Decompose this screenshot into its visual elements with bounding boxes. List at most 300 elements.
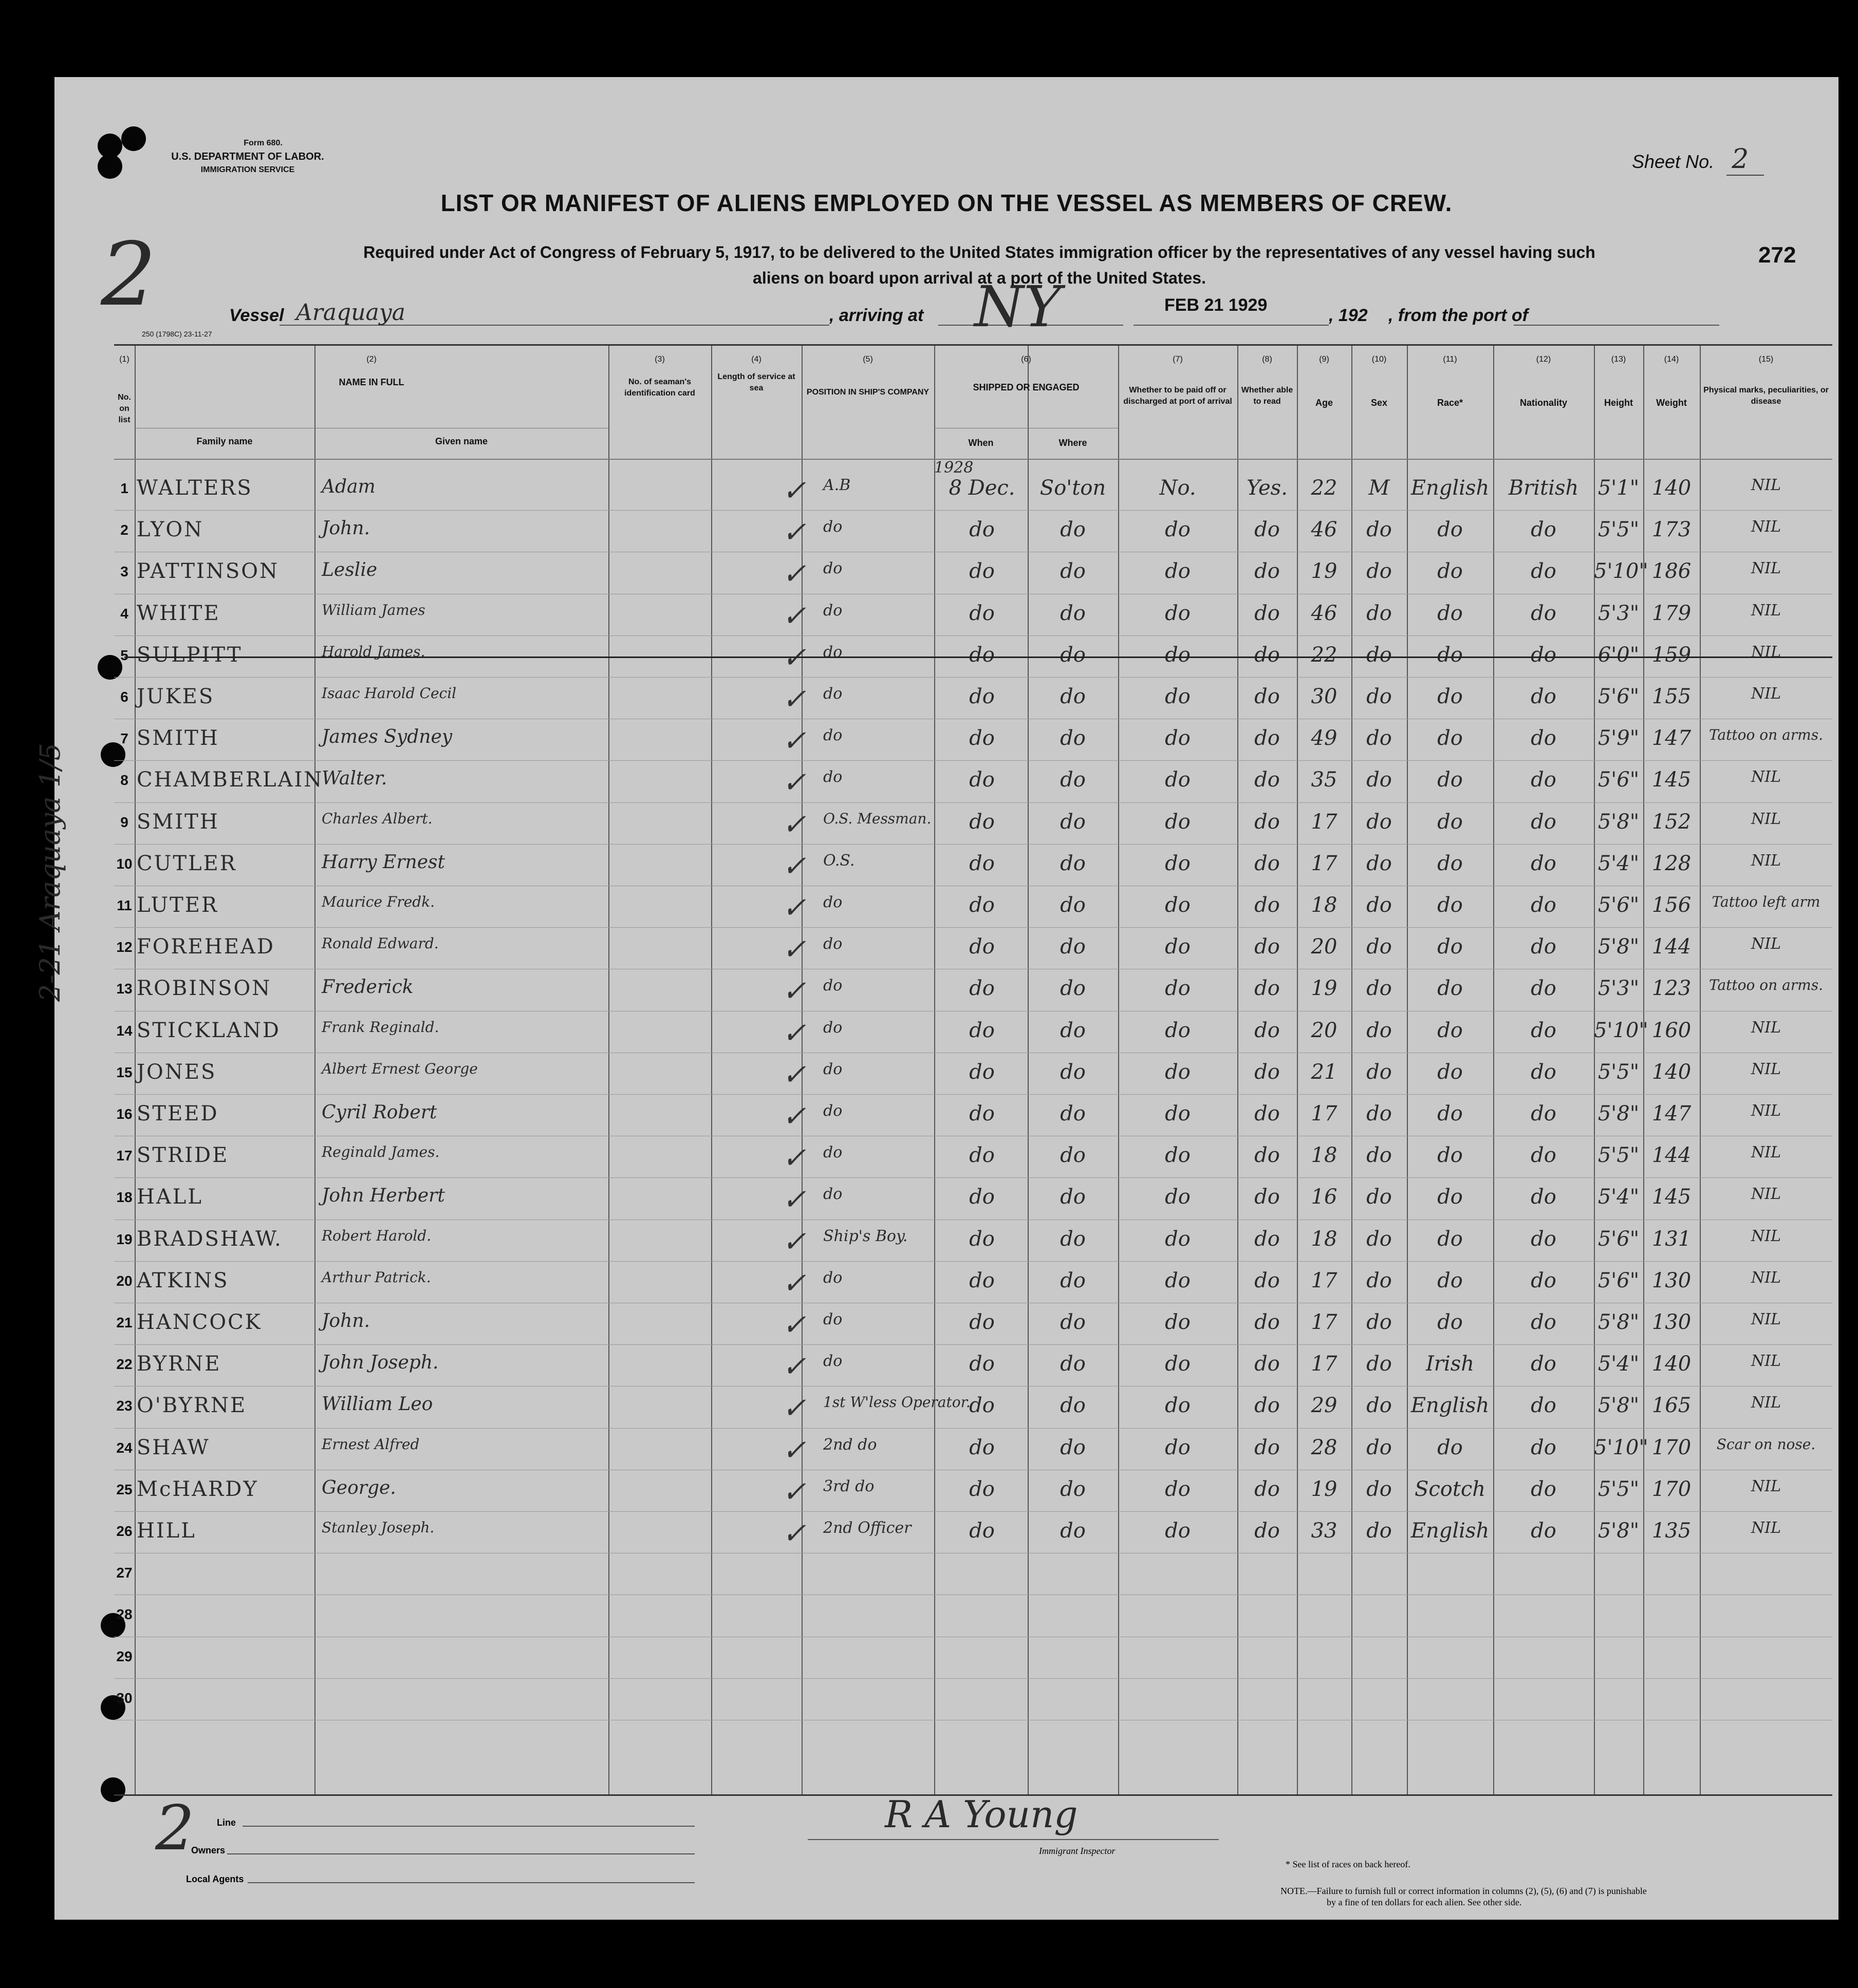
cell-age: 30 — [1311, 685, 1337, 708]
cell-height: 5'5" — [1597, 1477, 1640, 1501]
cell-physical-marks: NIL — [1751, 810, 1781, 828]
cell-weight: 131 — [1651, 1227, 1692, 1251]
cell-family-name: LYON — [137, 518, 204, 542]
check-mark-icon: ✓ — [782, 808, 806, 841]
check-mark-icon: ✓ — [782, 683, 806, 716]
check-mark-icon: ✓ — [782, 1517, 806, 1550]
cell-shipped-where: do — [1060, 1018, 1086, 1042]
cell-shipped-where: do — [1060, 1435, 1086, 1459]
header-age: Age — [1315, 398, 1333, 408]
cell-weight: 179 — [1651, 601, 1692, 625]
row-number: 15 — [116, 1064, 133, 1080]
row-number: 23 — [116, 1398, 133, 1414]
cell-shipped-where: do — [1060, 1310, 1086, 1334]
cell-able-to-read: do — [1254, 1143, 1280, 1168]
cell-nationality: do — [1531, 1394, 1556, 1418]
cell-race: do — [1437, 977, 1463, 1001]
cell-shipped-when: do — [969, 601, 995, 625]
cell-given-name: Reginald James. — [322, 1143, 440, 1161]
cell-given-name: Stanley Joseph. — [322, 1519, 435, 1536]
row-number: 24 — [116, 1439, 133, 1456]
cell-height: 5'10" — [1594, 1435, 1648, 1459]
check-mark-icon: ✓ — [782, 1308, 806, 1342]
column-number: (13) — [1611, 355, 1626, 364]
table-row — [114, 1220, 1832, 1262]
cell-physical-marks: NIL — [1751, 935, 1781, 953]
table-row — [114, 469, 1832, 511]
check-mark-icon: ✓ — [782, 1266, 806, 1300]
cell-weight: 123 — [1651, 977, 1692, 1001]
cell-paid-off: do — [1165, 601, 1191, 625]
table-row — [114, 1553, 1832, 1595]
cell-height: 5'3" — [1597, 977, 1640, 1001]
cell-shipped-where: do — [1060, 643, 1086, 667]
cell-sex: do — [1366, 810, 1392, 834]
cell-weight: 165 — [1651, 1394, 1692, 1418]
row-number: 16 — [116, 1106, 133, 1122]
cell-paid-off: do — [1165, 1060, 1191, 1084]
cell-able-to-read: do — [1254, 768, 1280, 792]
cell-given-name: William James — [322, 601, 425, 618]
cell-age: 20 — [1311, 935, 1337, 959]
cell-height: 5'8" — [1597, 810, 1640, 834]
cell-position: do — [823, 518, 843, 536]
header-given-name: Given name — [435, 436, 488, 446]
cell-nationality: do — [1531, 1310, 1556, 1334]
cell-shipped-when: do — [969, 1435, 995, 1459]
table-row — [114, 1262, 1832, 1303]
header-when: When — [968, 438, 994, 448]
cell-height: 5'8" — [1597, 1519, 1640, 1543]
row-number: 5 — [120, 647, 128, 663]
cell-given-name: William Leo — [322, 1394, 433, 1415]
cell-able-to-read: do — [1254, 851, 1280, 875]
cell-sex: do — [1366, 1477, 1392, 1501]
cell-physical-marks: NIL — [1751, 1018, 1781, 1037]
table-row — [114, 1637, 1832, 1679]
cell-paid-off: do — [1165, 768, 1191, 792]
cell-family-name: STRIDE — [137, 1143, 229, 1168]
cell-weight: 144 — [1651, 1143, 1692, 1168]
cell-given-name: Adam — [322, 476, 376, 497]
check-mark-icon: ✓ — [782, 1350, 806, 1384]
check-mark-icon: ✓ — [782, 1058, 806, 1092]
cell-position: do — [823, 1018, 843, 1037]
cell-weight: 144 — [1651, 935, 1692, 959]
cell-weight: 173 — [1651, 518, 1692, 542]
cell-given-name: George. — [322, 1477, 396, 1498]
cell-weight: 170 — [1651, 1477, 1692, 1501]
cell-family-name: SULPITT — [137, 643, 243, 667]
cell-nationality: do — [1531, 1519, 1556, 1543]
cell-weight: 170 — [1651, 1435, 1692, 1459]
header-weight: Weight — [1656, 398, 1687, 408]
cell-physical-marks: NIL — [1751, 685, 1781, 703]
header-sex: Sex — [1370, 398, 1388, 408]
cell-sex: do — [1366, 1268, 1392, 1292]
check-mark-icon: ✓ — [782, 1141, 806, 1175]
cell-position: do — [823, 601, 843, 620]
column-number: (4) — [751, 355, 761, 364]
cell-sex: do — [1366, 935, 1392, 959]
cell-family-name: SMITH — [137, 810, 219, 834]
cell-shipped-where: do — [1060, 977, 1086, 1001]
cell-physical-marks: NIL — [1751, 476, 1781, 494]
row-number: 30 — [116, 1690, 133, 1706]
cell-nationality: do — [1531, 768, 1556, 792]
cell-age: 20 — [1311, 1018, 1337, 1042]
cell-physical-marks: NIL — [1751, 1102, 1781, 1120]
cell-race: do — [1437, 1060, 1463, 1084]
cell-family-name: STICKLAND — [137, 1018, 281, 1042]
cell-age: 22 — [1311, 643, 1337, 667]
cell-physical-marks: Tattoo left arm — [1712, 893, 1820, 910]
cell-given-name: Harold James. — [322, 643, 425, 660]
cell-race: do — [1437, 643, 1463, 667]
form-number: Form 680. — [244, 139, 283, 147]
cell-age: 21 — [1311, 1060, 1337, 1084]
cell-sex: do — [1366, 1185, 1392, 1209]
check-mark-icon: ✓ — [782, 1225, 806, 1259]
cell-nationality: do — [1531, 810, 1556, 834]
cell-able-to-read: do — [1254, 1477, 1280, 1501]
cell-given-name: Isaac Harold Cecil — [322, 685, 457, 702]
cell-given-name: John. — [322, 1310, 370, 1331]
cell-height: 5'9" — [1597, 726, 1640, 751]
cell-physical-marks: NIL — [1751, 851, 1781, 870]
check-mark-icon: ✓ — [782, 1392, 806, 1426]
row-number: 18 — [116, 1189, 133, 1206]
cell-shipped-when: do — [969, 1477, 995, 1501]
penalty-note: NOTE.—Failure to furnish full or correct information in columns (2), (5), (6) and (7) is punishable — [1280, 1886, 1647, 1896]
page-title: LIST OR MANIFEST OF ALIENS EMPLOYED ON THE VESSEL AS MEMBERS OF CREW. — [440, 190, 1453, 216]
header-nationality: Nationality — [1519, 398, 1567, 408]
margin-handwritten-mark: 2 — [101, 224, 157, 326]
cell-nationality: do — [1531, 1477, 1556, 1501]
cell-race: do — [1437, 851, 1463, 875]
cell-race: do — [1437, 1143, 1463, 1168]
cell-sex: do — [1366, 1519, 1392, 1543]
table-row — [114, 552, 1832, 594]
cell-family-name: HILL — [137, 1519, 196, 1543]
column-number: (10) — [1371, 355, 1387, 364]
cell-shipped-where: do — [1060, 768, 1086, 792]
cell-paid-off: do — [1165, 1519, 1191, 1543]
cell-shipped-where: So'ton — [1039, 476, 1106, 500]
date-stamp: FEB 21 1929 — [1164, 295, 1268, 315]
cell-sex: do — [1366, 559, 1392, 584]
cell-height: 5'6" — [1597, 768, 1640, 792]
table-row — [114, 1136, 1832, 1178]
cell-nationality: do — [1531, 1143, 1556, 1168]
cell-given-name: John Joseph. — [322, 1352, 439, 1374]
cell-shipped-when: do — [969, 1185, 995, 1209]
punch-hole — [98, 154, 122, 179]
cell-shipped-when: do — [969, 1102, 995, 1126]
cell-weight: 186 — [1651, 559, 1692, 584]
cell-sex: do — [1366, 1018, 1392, 1042]
cell-able-to-read: do — [1254, 601, 1280, 625]
cell-family-name: JONES — [137, 1060, 217, 1084]
table-row — [114, 678, 1832, 719]
cell-family-name: BYRNE — [137, 1352, 221, 1376]
cell-age: 17 — [1311, 1102, 1337, 1126]
cell-paid-off: do — [1165, 1394, 1191, 1418]
cell-sex: do — [1366, 1394, 1392, 1418]
form-header — [165, 137, 330, 177]
cell-physical-marks: NIL — [1751, 1143, 1781, 1162]
strike-through-line — [124, 657, 1832, 658]
row-number: 22 — [116, 1356, 133, 1373]
cell-age: 18 — [1311, 893, 1337, 917]
from-port-label: , from the port of — [1388, 306, 1528, 325]
check-mark-icon: ✓ — [782, 933, 806, 967]
cell-sex: do — [1366, 726, 1392, 751]
cell-paid-off: do — [1165, 1435, 1191, 1459]
cell-physical-marks: NIL — [1751, 1310, 1781, 1328]
cell-nationality: do — [1531, 559, 1556, 584]
cell-physical-marks: NIL — [1751, 1519, 1781, 1537]
header-physical-marks: Physical marks, peculiarities, or disease — [1703, 386, 1829, 406]
cell-weight: 159 — [1651, 643, 1692, 667]
cell-weight: 135 — [1651, 1519, 1692, 1543]
cell-family-name: HALL — [137, 1185, 203, 1209]
cell-paid-off: do — [1165, 1227, 1191, 1251]
arriving-port: NY — [974, 274, 1061, 340]
cell-race: do — [1437, 1268, 1463, 1292]
cell-height: 5'8" — [1597, 935, 1640, 959]
cell-race: do — [1437, 810, 1463, 834]
sheet-number-block — [1632, 144, 1764, 175]
cell-shipped-where: do — [1060, 1268, 1086, 1292]
table-row — [114, 719, 1832, 761]
cell-given-name: Ronald Edward. — [322, 935, 439, 952]
cell-weight: 140 — [1651, 1352, 1692, 1376]
cell-physical-marks: NIL — [1751, 643, 1781, 661]
cell-family-name: ROBINSON — [137, 977, 272, 1001]
cell-paid-off: do — [1165, 851, 1191, 875]
row-number: 12 — [116, 939, 133, 955]
row-number: 26 — [116, 1523, 133, 1539]
header-id-card: No. of seaman's identification card — [624, 378, 695, 398]
cell-able-to-read: do — [1254, 1268, 1280, 1292]
cell-position: do — [823, 559, 843, 578]
column-number: (15) — [1758, 355, 1774, 364]
cell-sex: do — [1366, 601, 1392, 625]
cell-shipped-where: do — [1060, 810, 1086, 834]
cell-sex: M — [1368, 476, 1390, 500]
check-mark-icon: ✓ — [782, 641, 806, 674]
row-number: 7 — [120, 730, 128, 747]
cell-age: 18 — [1311, 1227, 1337, 1251]
cell-paid-off: do — [1165, 559, 1191, 584]
table-row — [114, 845, 1832, 886]
department-name: U.S. DEPARTMENT OF LABOR. — [171, 151, 324, 162]
cell-physical-marks: NIL — [1751, 1227, 1781, 1245]
page-number: 272 — [1758, 242, 1796, 268]
cell-position: 3rd do — [823, 1477, 875, 1495]
cell-nationality: do — [1531, 935, 1556, 959]
cell-shipped-when: do — [969, 726, 995, 751]
check-mark-icon: ✓ — [782, 557, 806, 591]
cell-sex: do — [1366, 1310, 1392, 1334]
cell-shipped-where: do — [1060, 1143, 1086, 1168]
cell-sex: do — [1366, 1227, 1392, 1251]
cell-shipped-when: do — [969, 1268, 995, 1292]
cell-shipped-where: do — [1060, 1352, 1086, 1376]
cell-paid-off: do — [1165, 1268, 1191, 1292]
cell-shipped-where: do — [1060, 601, 1086, 625]
cell-able-to-read: do — [1254, 1352, 1280, 1376]
cell-age: 28 — [1311, 1435, 1337, 1459]
penalty-note: by a fine of ten dollars for each alien. See other side. — [1327, 1897, 1522, 1907]
cell-shipped-when: do — [969, 1060, 995, 1084]
column-number: (9) — [1319, 355, 1329, 364]
column-number: (11) — [1443, 355, 1457, 364]
cell-sex: do — [1366, 1143, 1392, 1168]
cell-physical-marks: NIL — [1751, 768, 1781, 786]
cell-paid-off: do — [1165, 518, 1191, 542]
table-row — [114, 1345, 1832, 1386]
table-row — [114, 636, 1832, 678]
cell-sex: do — [1366, 768, 1392, 792]
cell-race: do — [1437, 1102, 1463, 1126]
cell-family-name: WHITE — [137, 601, 220, 625]
table-row — [114, 1429, 1832, 1470]
header-able-read: Whether able to read — [1241, 386, 1293, 406]
cell-family-name: SMITH — [137, 726, 219, 751]
cell-physical-marks: Tattoo on arms. — [1708, 726, 1823, 744]
vessel-name: Araquaya — [296, 299, 405, 326]
year-label: , 192 — [1329, 306, 1368, 325]
column-number: (14) — [1664, 355, 1679, 364]
cell-nationality: do — [1531, 893, 1556, 917]
cell-physical-marks: Scar on nose. — [1716, 1435, 1816, 1453]
header-family-name: Family name — [196, 436, 253, 446]
row-number: 3 — [120, 564, 128, 580]
cell-nationality: British — [1508, 476, 1579, 500]
cell-physical-marks: NIL — [1751, 518, 1781, 536]
cell-given-name: Harry Ernest — [322, 851, 445, 873]
check-mark-icon: ✓ — [782, 766, 806, 800]
cell-sex: do — [1366, 1435, 1392, 1459]
cell-height: 5'4" — [1597, 1352, 1640, 1376]
cell-shipped-when: do — [969, 851, 995, 875]
cell-age: 19 — [1311, 1477, 1337, 1501]
row-number: 8 — [120, 772, 128, 789]
cell-shipped-when: do — [969, 685, 995, 708]
row-number: 11 — [117, 897, 132, 913]
sheet-label: Sheet No. — [1632, 151, 1715, 172]
cell-age: 19 — [1311, 559, 1337, 584]
cell-nationality: do — [1531, 1227, 1556, 1251]
cell-nationality: do — [1531, 977, 1556, 1001]
cell-position: Ship's Boy. — [823, 1227, 908, 1245]
cell-given-name: Arthur Patrick. — [322, 1268, 431, 1286]
cell-weight: 140 — [1651, 1060, 1692, 1084]
cell-paid-off: do — [1165, 726, 1191, 751]
manifest-sheet — [34, 77, 1838, 1920]
cell-height: 5'10" — [1594, 559, 1648, 584]
cell-nationality: do — [1531, 1352, 1556, 1376]
cell-paid-off: do — [1165, 1185, 1191, 1209]
cell-weight: 152 — [1651, 810, 1692, 834]
cell-shipped-when: do — [969, 1352, 995, 1376]
cell-sex: do — [1366, 518, 1392, 542]
cell-family-name: SHAW — [137, 1435, 210, 1459]
cell-race: do — [1437, 1018, 1463, 1042]
cell-shipped-where: do — [1060, 685, 1086, 708]
row-number: 10 — [116, 855, 133, 872]
check-mark-icon: ✓ — [782, 474, 806, 508]
margin-annotation: 2-21 Araquaya 1/5 — [34, 743, 66, 1002]
cell-shipped-when: do — [969, 935, 995, 959]
cell-age: 49 — [1311, 726, 1337, 751]
cell-age: 35 — [1311, 768, 1337, 792]
cell-paid-off: do — [1165, 1018, 1191, 1042]
subtitle-line: aliens on board upon arrival at a port of the United States. — [753, 269, 1206, 287]
cell-race: do — [1437, 601, 1463, 625]
cell-paid-off: do — [1165, 1102, 1191, 1126]
row-number: 1 — [120, 480, 128, 496]
table-row — [114, 1095, 1832, 1136]
cell-able-to-read: do — [1254, 1394, 1280, 1418]
column-number: (7) — [1173, 355, 1183, 364]
cell-shipped-when: 8 Dec. — [949, 476, 1015, 500]
cell-family-name: STEED — [137, 1102, 219, 1126]
vessel-label: Vessel — [229, 306, 284, 325]
cell-able-to-read: do — [1254, 1227, 1280, 1251]
cell-given-name: James Sydney — [322, 726, 453, 748]
cell-race: do — [1437, 1185, 1463, 1209]
header-where: Where — [1058, 438, 1087, 448]
form-code: 250 (1798C) 23-11-27 — [142, 330, 212, 338]
cell-sex: do — [1366, 851, 1392, 875]
cell-position: 2nd do — [823, 1435, 877, 1454]
cell-paid-off: do — [1165, 1310, 1191, 1334]
cell-shipped-when: do — [969, 893, 995, 917]
subtitle-line: Required under Act of Congress of February 5, 1917, to be delivered to the United States immigration officer by the representatives of any vessel having such — [363, 243, 1595, 261]
cell-height: 5'6" — [1597, 1227, 1640, 1251]
check-mark-icon: ✓ — [782, 1475, 806, 1509]
header-position: POSITION IN SHIP'S COMPANY — [806, 388, 930, 397]
cell-family-name: BRADSHAW. — [137, 1227, 283, 1251]
cell-nationality: do — [1531, 1268, 1556, 1292]
check-mark-icon: ✓ — [782, 891, 806, 925]
cell-paid-off: do — [1165, 685, 1191, 708]
column-number: (6) — [1021, 355, 1031, 364]
cell-shipped-when: do — [969, 1018, 995, 1042]
cell-able-to-read: do — [1254, 1310, 1280, 1334]
cell-nationality: do — [1531, 643, 1556, 667]
cell-position: 2nd Officer — [823, 1519, 912, 1537]
cell-able-to-read: do — [1254, 643, 1280, 667]
cell-given-name: Frederick — [322, 977, 414, 998]
cell-paid-off: do — [1165, 893, 1191, 917]
cell-shipped-when: do — [969, 768, 995, 792]
cell-shipped-where: do — [1060, 726, 1086, 751]
cell-given-name: Cyril Robert — [322, 1102, 437, 1123]
cell-sex: do — [1366, 1352, 1392, 1376]
row-number: 9 — [120, 814, 128, 830]
cell-height: 5'5" — [1597, 1060, 1640, 1084]
row-number: 14 — [116, 1022, 133, 1039]
cell-paid-off: do — [1165, 1352, 1191, 1376]
table-row — [114, 969, 1832, 1011]
header-length-service: Length of service at sea — [717, 372, 795, 392]
cell-position: do — [823, 1352, 843, 1371]
check-mark-icon: ✓ — [782, 1433, 806, 1467]
